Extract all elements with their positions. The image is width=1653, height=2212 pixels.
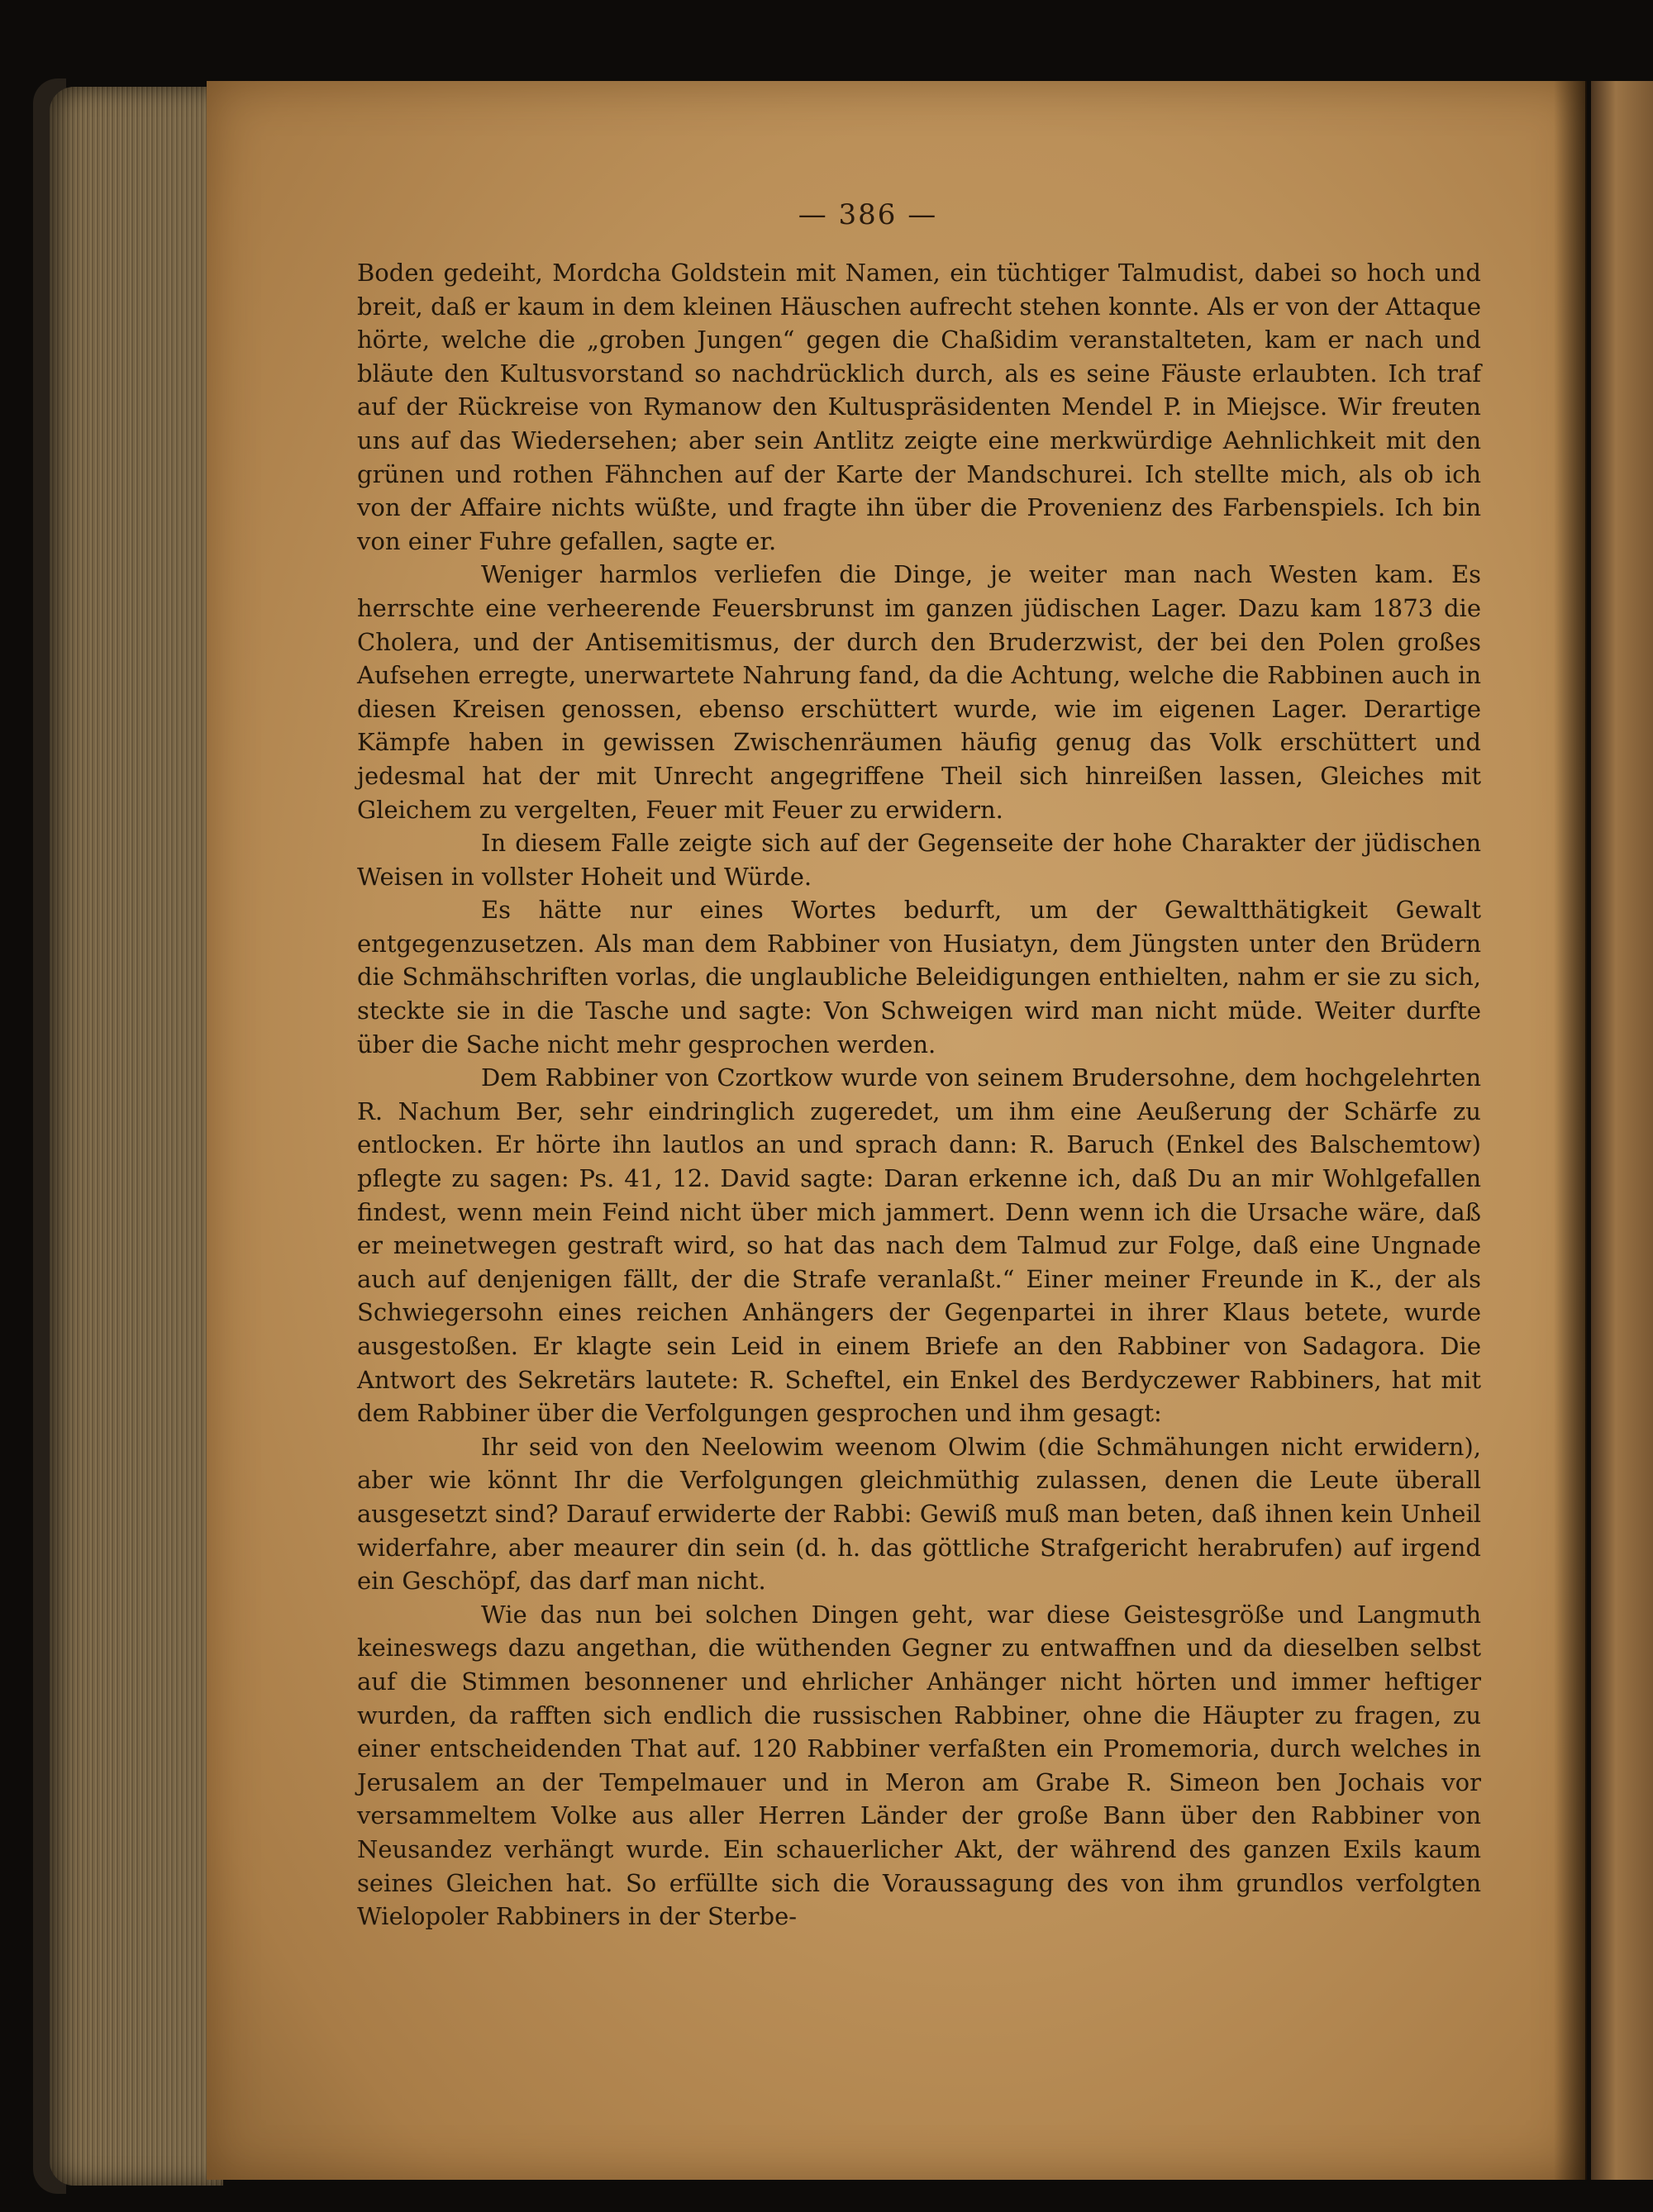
page-number: — 386 — <box>798 198 938 231</box>
paragraph: Boden gedeiht, Mordcha Goldstein mit Namen, ein tüchtiger Talmudist, dabei so hoch und breit, daß er kaum in dem kleinen Häuschen aufrecht stehen konnte. Als er von der Attaque hörte, welche die „groben Jungen“ gegen die Chaßidim veranstalteten, kam er nach und bläute den Kultusvorstand so nachdrücklich durch, als es seine Fäuste erlaubten. Ich traf auf der Rückreise von Rymanow den Kultuspräsidenten Mendel P. in Miejsce. Wir freuten uns auf das Wiedersehen; aber sein Antlitz zeigte eine merkwürdige Aehnlichkeit mit den grünen und rothen Fähnchen auf der Karte der Mandschurei. Ich stellte mich, als ob ich von der Affaire nichts wüßte, und fragte ihn über die Provenienz des Farbenspiels. Ich bin von einer Fuhre gefallen, sagte er. <box>357 259 1481 555</box>
paragraph: In diesem Falle zeigte sich auf der Gegenseite der hohe Charakter der jüdischen Weisen in vollster Hoheit und Würde. <box>357 829 1481 891</box>
paragraph: Wie das nun bei solchen Dingen geht, war diese Geistesgröße und Langmuth keineswegs dazu angethan, die wüthenden Gegner zu entwaffnen und da dieselben selbst auf die Stimmen besonnener und ehrlicher Anhänger nicht hörten und immer heftiger wurden, da rafften sich endlich die russischen Rabbiner, ohne die Häupter zu fragen, zu einer entscheidenden That auf. 120 Rabbiner verfaßten ein Promemoria, durch welches in Jerusalem an der Tempelmauer und in Meron am Grabe R. Simeon ben Jochais vor versammeltem Volke aus aller Herren Länder der große Bann über den Rabbiner von Neusandez verhängt wurde. Ein schauerlicher Akt, der während des ganzen Exils kaum seines Gleichen hat. So erfüllte sich die Voraussagung des von ihm grundlos verfolgten Wielopoler Rabbiners in der Sterbe- <box>357 1600 1481 1931</box>
paragraph: Weniger harmlos verliefen die Dinge, je weiter man nach Westen kam. Es herrschte eine verheerende Feuersbrunst im ganzen jüdischen Lager. Dazu kam 1873 die Cholera, und der Antisemitismus, der durch den Bruderzwist, der bei den Polen großes Aufsehen erregte, unerwartete Nahrung fand, da die Achtung, welche die Rabbinen auch in diesen Kreisen genossen, ebenso erschüttert wurde, wie im eigenen Lager. Derartige Kämpfe haben in gewissen Zwischenräumen häufig genug das Volk erschüttert und jedesmal hat der mit Unrecht angegriffene Theil sich hinreißen lassen, Gleiches mit Gleichem zu vergelten, Feuer mit Feuer zu erwidern. <box>357 560 1481 824</box>
paragraph: Ihr seid von den Neelowim weenom Olwim (die Schmähungen nicht erwidern), aber wie könnt Ihr die Verfolgungen gleichmüthig zulassen, denen die Leute überall ausgesetzt sind? Darauf erwiderte der Rabbi: Gewiß muß man beten, daß ihnen kein Unheil widerfahre, aber meaurer din sein (d. h. das göttliche Strafgericht herabrufen) auf irgend ein Geschöpf, das darf man nicht. <box>357 1432 1481 1596</box>
gutter-shadow <box>1554 81 1587 2180</box>
paragraph: Es hätte nur eines Wortes bedurft, um der Gewaltthätigkeit Gewalt entgegenzusetzen. Als man dem Rabbiner von Husiatyn, dem Jüngsten unter den Brüdern die Schmähschriften vorlas, die unglaubliche Beleidigungen enthielten, nahm er sie zu sich, steckte sie in die Tasche und sagte: Von Schweigen wird man nicht müde. Weiter durfte über die Sache nicht mehr gesprochen werden. <box>357 896 1481 1058</box>
page-edges <box>50 87 223 2186</box>
paragraph: Dem Rabbiner von Czortkow wurde von seinem Brudersohne, dem hochgelehrten R. Nachum Ber, sehr eindringlich zugeredet, um ihm eine Aeußerung der Schärfe zu entlocken. Er hörte ihn lautlos an und sprach dann: R. Baruch (Enkel des Balschemtow) pflegte zu sagen: Ps. 41, 12. David sagte: Daran erkenne ich, daß Du an mir Wohlgefallen findest, wenn mein Feind nicht über mich jammert. Denn wenn ich die Ursache wäre, daß er meinetwegen gestraft wird, so hat das nach dem Talmud zur Folge, daß eine Ungnade auch auf denjenigen fällt, der die Strafe veranlaßt.“ Einer meiner Freunde in K., der als Schwiegersohn eines reichen Anhängers der Gegenpartei in ihrer Klaus betete, wurde ausgestoßen. Er klagte sein Leid in einem Briefe an den Rabbiner von Sadagora. Die Antwort des Sekretärs lautete: R. Scheftel, ein Enkel des Berdyczewer Rabbiners, hat mit dem Rabbiner über die Verfolgungen gesprochen und ihm gesagt: <box>357 1063 1481 1428</box>
body-text <box>357 256 1481 1934</box>
facing-page-edge <box>1591 81 1653 2180</box>
